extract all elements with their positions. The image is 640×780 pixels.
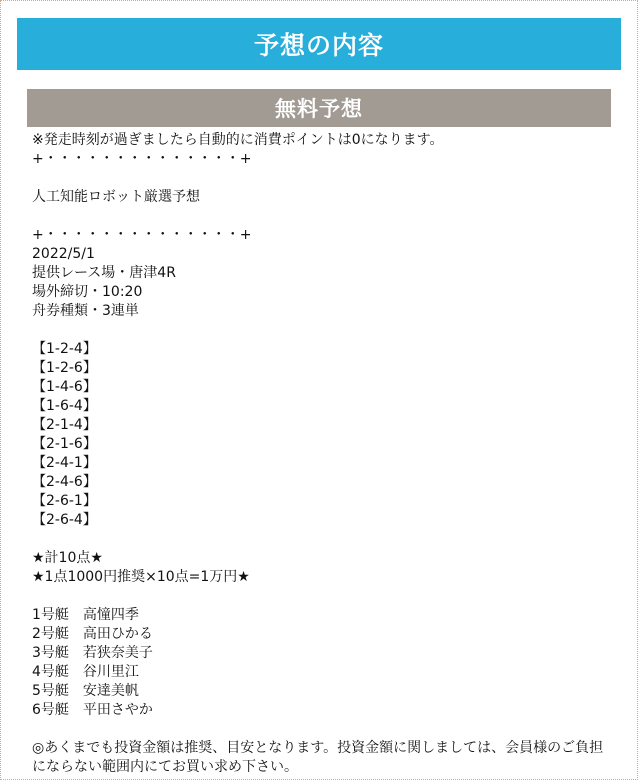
prediction-content — [32, 131, 607, 777]
investment-recommendation: ★1点1000円推奨×10点=1万円★ — [32, 569, 250, 585]
boat-racer: 3号艇 若狭奈美子 — [32, 645, 153, 661]
combination-item: 【2-1-6】 — [32, 436, 97, 452]
header-bar — [17, 18, 621, 70]
divider-top: +・・・・・・・・・・・・・・+ — [32, 151, 252, 167]
race-venue: 提供レース場・唐津4R — [32, 265, 176, 281]
divider-bottom: +・・・・・・・・・・・・・・+ — [32, 227, 252, 243]
notice-text: ※発走時刻が過ぎましたら自動的に消費ポイントは0になります。 — [32, 132, 444, 148]
boat-racer: 4号艇 谷川里江 — [32, 664, 139, 680]
prediction-name: 人工知能ロボット厳選予想 — [32, 189, 200, 205]
boat-racer: 6号艇 平田さやか — [32, 702, 153, 718]
combination-item: 【1-2-4】 — [32, 341, 97, 357]
race-date: 2022/5/1 — [32, 246, 95, 262]
page-title: 予想の内容 — [253, 31, 384, 60]
boat-racer: 5号艇 安達美帆 — [32, 683, 139, 699]
section-bar — [27, 89, 611, 127]
combination-item: 【2-4-6】 — [32, 474, 97, 490]
section-title: 無料予想 — [275, 97, 363, 121]
combination-item: 【1-4-6】 — [32, 379, 97, 395]
boat-racer: 2号艇 高田ひかる — [32, 626, 153, 642]
combination-item: 【2-6-4】 — [32, 512, 97, 528]
total-points: ★計10点★ — [32, 550, 103, 566]
boat-racer: 1号艇 高憧四季 — [32, 607, 139, 623]
combination-item: 【2-6-1】 — [32, 493, 97, 509]
disclaimer-text: ◎あくまでも投資金額は推奨、目安となります。投資金額に関しましては、会員様のご負担にならない範囲内にてお買い求め下さい。 — [32, 740, 604, 775]
combination-item: 【2-1-4】 — [32, 417, 97, 433]
combination-item: 【1-6-4】 — [32, 398, 97, 414]
combination-item: 【1-2-6】 — [32, 360, 97, 376]
combination-item: 【2-4-1】 — [32, 455, 97, 471]
ticket-type: 舟券種類・3連単 — [32, 303, 139, 319]
race-deadline: 場外締切・10:20 — [32, 284, 143, 300]
